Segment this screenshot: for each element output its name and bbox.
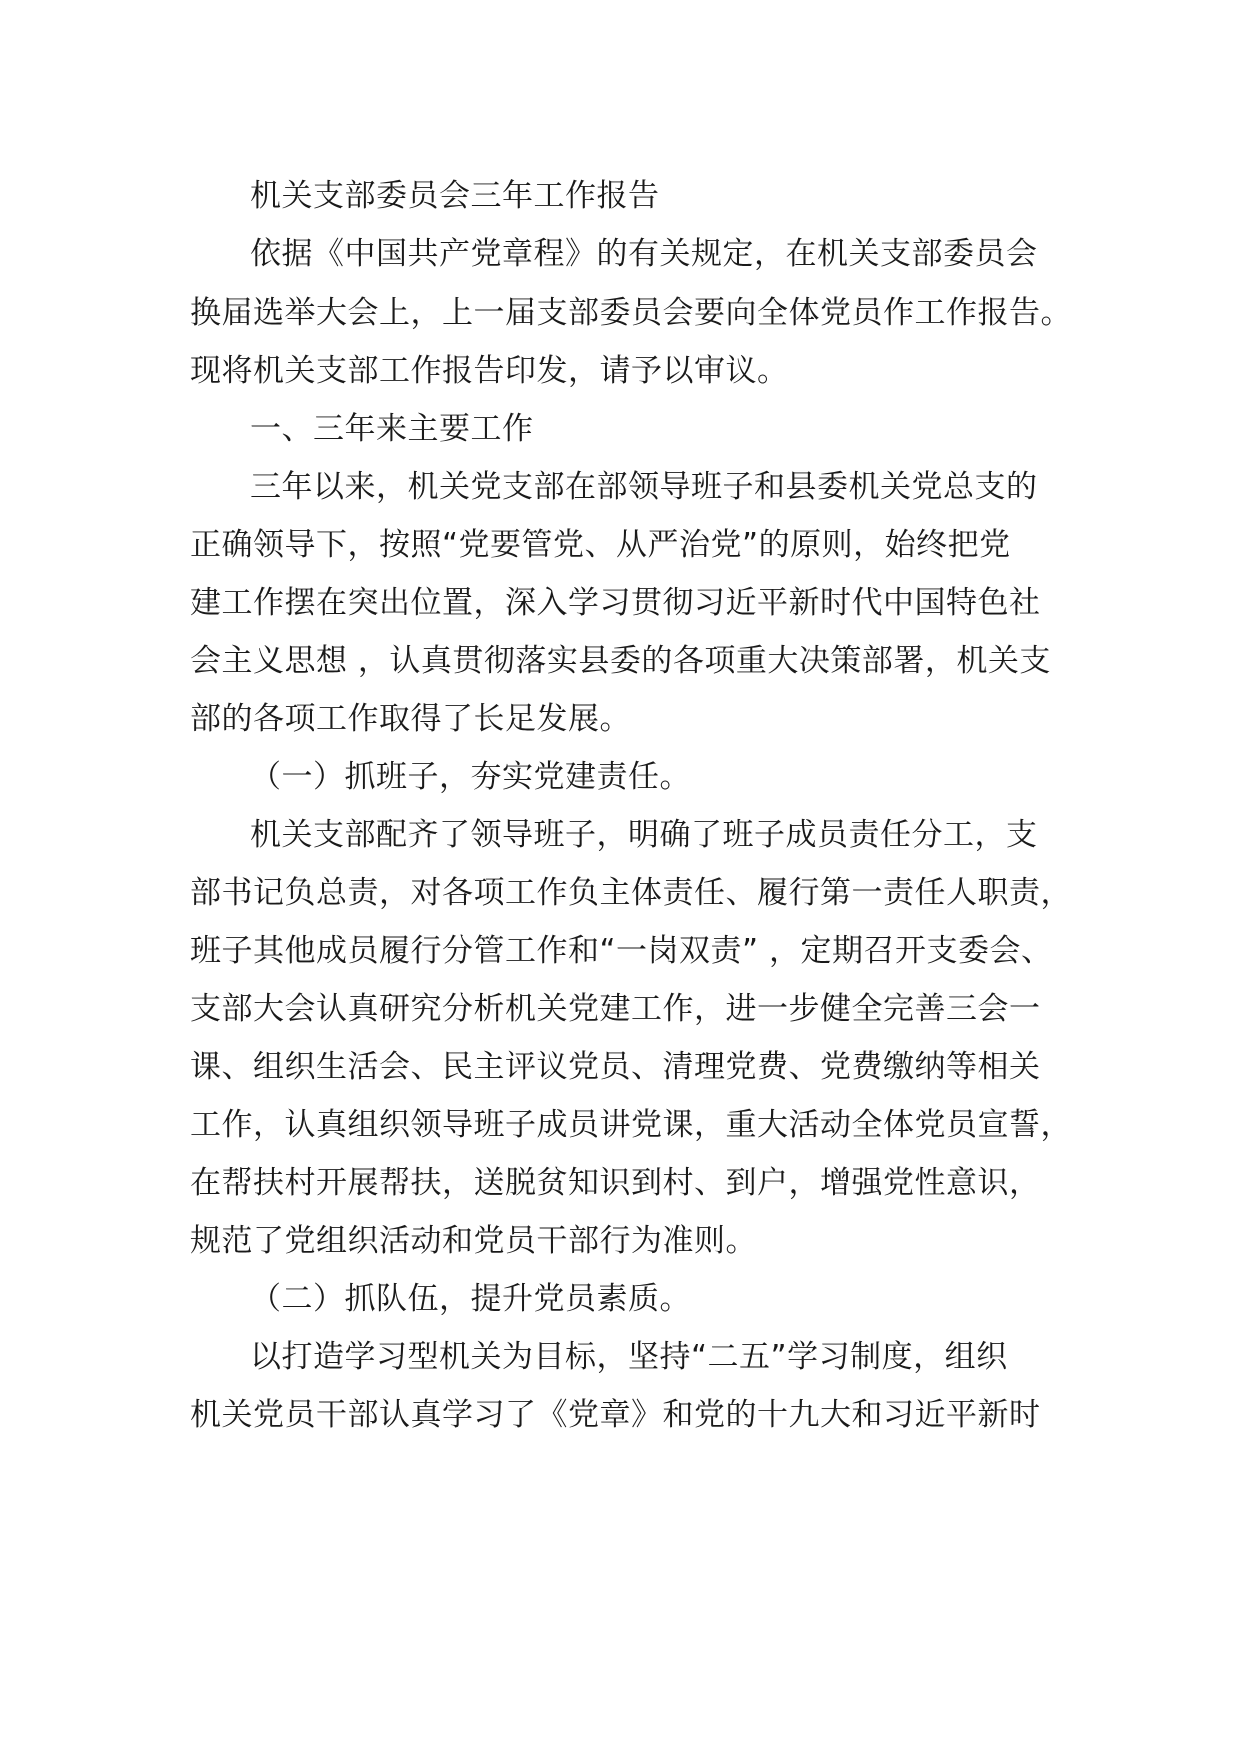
paragraph-line: 规范了党组织活动和党员干部行为准则。	[190, 1223, 757, 1259]
paragraph-line: 三年以来，机关党支部在部领导班子和县委机关党总支的	[250, 469, 1038, 505]
paragraph-line: 换届选举大会上，上一届支部委员会要向全体党员作工作报告。	[190, 295, 1072, 331]
subsection-heading: （二）抓队伍，提升党员素质。	[250, 1281, 691, 1317]
document-title: 机关支部委员会三年工作报告	[250, 178, 660, 214]
paragraph-line: 在帮扶村开展帮扶，送脱贫知识到村、到户，增强党性意识，	[190, 1165, 1041, 1201]
section-heading: 一、三年来主要工作	[250, 411, 534, 447]
paragraph-line: 正确领导下，按照“党要管党、从严治党”的原则，始终把党	[190, 527, 1011, 563]
paragraph-line: 依据《中国共产党章程》的有关规定，在机关支部委员会	[250, 236, 1038, 272]
paragraph-line: 机关党员干部认真学习了《党章》和党的十九大和习近平新时	[190, 1397, 1041, 1433]
paragraph-line: 工作，认真组织领导班子成员讲党课，重大活动全体党员宣誓，	[190, 1107, 1072, 1143]
paragraph-line: 现将机关支部工作报告印发，请予以审议。	[190, 353, 789, 389]
paragraph-line: 建工作摆在突出位置，深入学习贯彻习近平新时代中国特色社	[190, 585, 1041, 621]
subsection-heading: （一）抓班子，夯实党建责任。	[250, 759, 691, 795]
paragraph-line: 部书记负总责，对各项工作负主体责任、履行第一责任人职责，	[190, 875, 1072, 911]
paragraph-line: 会主义思想 ，认真贯彻落实县委的各项重大决策部署，机关支	[190, 643, 1051, 679]
paragraph-line: 课、组织生活会、民主评议党员、清理党费、党费缴纳等相关	[190, 1049, 1041, 1085]
paragraph-line: 支部大会认真研究分析机关党建工作，进一步健全完善三会一	[190, 991, 1041, 1027]
paragraph-line: 机关支部配齐了领导班子，明确了班子成员责任分工，支	[250, 817, 1038, 853]
paragraph-line: 班子其他成员履行分管工作和“一岗双责” ，定期召开支委会、	[190, 933, 1053, 969]
paragraph-line: 以打造学习型机关为目标，坚持“二五”学习制度，组织	[250, 1339, 1008, 1375]
paragraph-line: 部的各项工作取得了长足发展。	[190, 701, 631, 737]
